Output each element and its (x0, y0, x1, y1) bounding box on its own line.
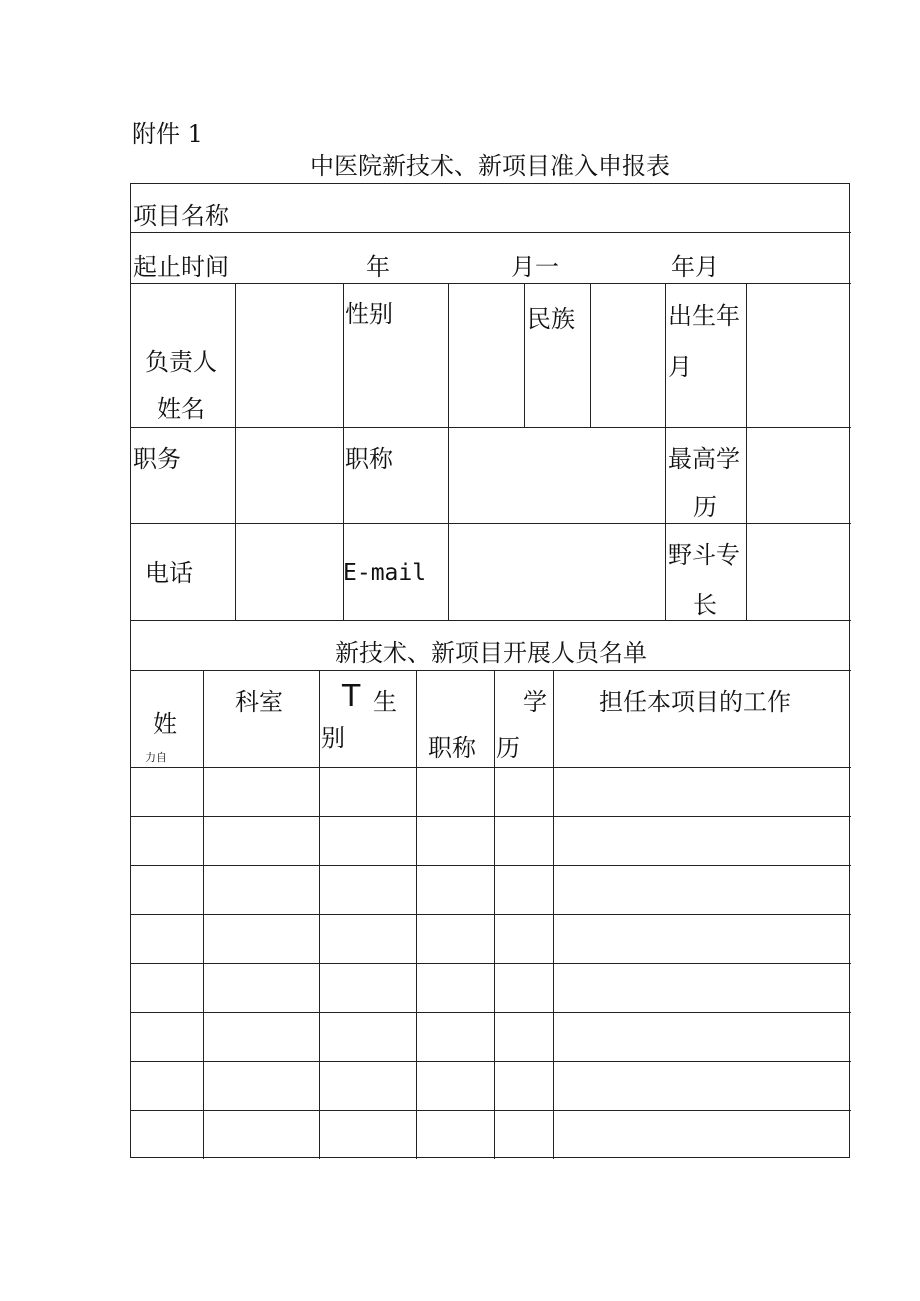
col-edu-header-line2: 历 (496, 734, 520, 762)
row-divider (131, 767, 851, 768)
birth-label-line2: 月 (668, 353, 692, 381)
col-divider (590, 283, 591, 427)
period-label: 起止时间 (133, 253, 229, 281)
attachment-label: 附件 1 (132, 120, 203, 148)
row-divider (131, 1061, 851, 1062)
row-divider (131, 670, 851, 671)
specialty-label-line1: 野斗专 (668, 541, 740, 569)
education-label-line1: 最高学 (668, 445, 740, 473)
row-divider (131, 963, 851, 964)
end-year-month-label: 年月 (671, 253, 719, 281)
row-divider (131, 232, 851, 233)
phone-label: 电话 (145, 559, 193, 587)
start-month-label: 月一 (511, 253, 559, 281)
col-gender-header-line1: 生 (373, 688, 397, 716)
col-divider (665, 283, 666, 620)
col-divider (553, 670, 554, 1159)
col-divider (494, 670, 495, 1159)
ethnicity-label: 民族 (527, 305, 575, 333)
col-divider (524, 283, 525, 427)
col-gender-glyph: T (342, 679, 361, 714)
col-divider (416, 670, 417, 1159)
col-divider (319, 670, 320, 1159)
col-gender-header-line2: 别 (321, 724, 345, 752)
gender-label: 性别 (345, 300, 393, 328)
row-divider (131, 914, 851, 915)
application-form-table (130, 183, 850, 1158)
col-name-header: 姓 (153, 710, 177, 738)
row-divider (131, 283, 851, 284)
position-label: 职务 (133, 445, 181, 473)
staff-section-title: 新技术、新项目开展人员名单 (335, 639, 647, 667)
form-title: 中医院新技术、新项目准入申报表 (310, 152, 670, 180)
col-divider (448, 283, 449, 620)
col-title-header: 职称 (428, 734, 476, 762)
title-label: 职称 (345, 445, 393, 473)
col-divider (203, 670, 204, 1159)
row-divider (131, 1012, 851, 1013)
row-divider (131, 1110, 851, 1111)
education-label-line2: 历 (693, 493, 717, 521)
col-divider (746, 283, 747, 620)
row-divider (131, 865, 851, 866)
col-edu-header-line1: 学 (523, 688, 547, 716)
project-name-label: 项目名称 (133, 202, 229, 230)
leader-name-label-line2: 姓名 (157, 395, 205, 423)
row-divider (131, 816, 851, 817)
col-divider (235, 283, 236, 620)
row-divider (131, 620, 851, 621)
email-label: E-mail (343, 560, 427, 586)
row-divider (131, 523, 851, 524)
start-year-label: 年 (366, 253, 390, 281)
specialty-label-line2: 长 (693, 591, 717, 619)
col-name-header-small: 力自 (145, 751, 167, 764)
col-dept-header: 科室 (235, 688, 283, 716)
col-duty-header: 担任本项目的工作 (599, 688, 791, 716)
birth-label-line1: 出生年 (668, 302, 740, 330)
leader-name-label-line1: 负责人 (145, 348, 217, 376)
row-divider (131, 427, 851, 428)
